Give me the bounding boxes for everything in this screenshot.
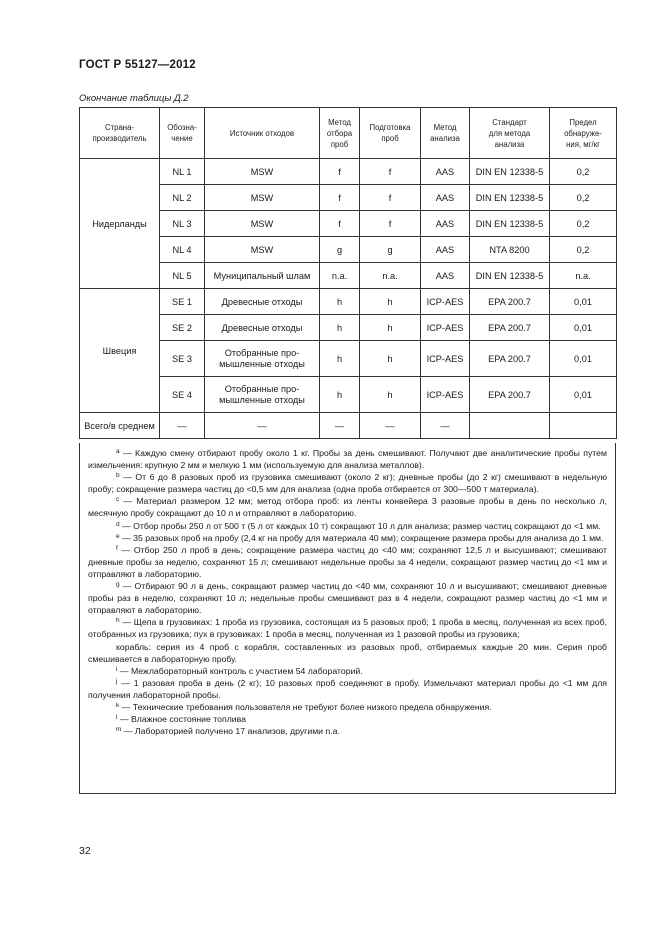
footnote-c: $^c$ — Материал размером 12 мм; метод отбора проб: из ленты конвейера 3 разовые пробы в день по несколько л, месячную пробу сокращают до 10 л и отправляют в лабораторию. [88, 496, 607, 519]
method-cell: ICP-AES [421, 289, 470, 315]
source-cell: Отобранные про- мышленные отходы [205, 341, 320, 377]
limit-cell [550, 413, 617, 439]
code-cell: SE 4 [160, 377, 205, 413]
source-cell: Древесные отходы [205, 315, 320, 341]
table-row [80, 289, 617, 315]
limit-cell: 0,01 [550, 289, 617, 315]
method-cell: ICP-AES [421, 377, 470, 413]
code-cell: SE 2 [160, 315, 205, 341]
document-title: ГОСТ Р 55127—2012 [79, 59, 196, 71]
source-cell: Отобранные про- мышленные отходы [205, 377, 320, 413]
prep-cell: h [360, 315, 421, 341]
sampling-cell: f [320, 185, 360, 211]
code-cell: NL 4 [160, 237, 205, 263]
header-country: Страна-производитель [80, 108, 160, 159]
prep-cell: g [360, 237, 421, 263]
header-sampling: Метод отбора проб [320, 108, 360, 159]
source-cell: MSW [205, 211, 320, 237]
prep-cell: h [360, 377, 421, 413]
code-cell: SE 1 [160, 289, 205, 315]
footnote-d: $^d$ — Отбор пробы 250 л от 500 т (5 л от каждых 10 т) сокращают 10 л для анализа; размер частиц сокращают до <1 мм. [116, 520, 601, 531]
footnote-g: $^g$ — Отбирают 90 л в день, сокращают размер частиц до <40 мм, сохраняют 10 л и высушивают; смешивают дневные пробы раз в неделю, сохраняют 10 л; недельные пробы смешивают раз в 4 недели, сокращают размер частиц до <1 мм и отправляют в лабораторию. [88, 581, 607, 616]
table-row [80, 211, 617, 237]
sampling-cell: g [320, 237, 360, 263]
header-code: Обозна-чение [160, 108, 205, 159]
method-cell: AAS [421, 185, 470, 211]
prep-cell: h [360, 289, 421, 315]
header-source: Источник отходов [205, 108, 320, 159]
table-row [80, 341, 617, 377]
footnote-j: $^j$ — 1 разовая проба в день (2 кг); 10 разовых проб соединяют в пробу. Измельчают материал пробы до <1 мм для получения лабораторной пробы. [88, 677, 607, 700]
sampling-cell: h [320, 377, 360, 413]
limit-cell: 0,01 [550, 315, 617, 341]
standard-cell: EPA 200.7 [470, 377, 550, 413]
source-cell: Муниципальный шлам [205, 263, 320, 289]
source-cell: Древесные отходы [205, 289, 320, 315]
sampling-cell: — [320, 413, 360, 439]
code-cell: NL 1 [160, 159, 205, 185]
source-cell: MSW [205, 185, 320, 211]
sampling-cell: f [320, 159, 360, 185]
footnote-b: $^b$ — От 6 до 8 разовых проб из грузовика смешивают (около 2 кг); дневные пробы (до 2 кг) смешивают в недельную пробу; сокращение размера частиц до <0,5 мм для анализа (одна проба отбирается от 300—500 т материала). [88, 472, 607, 495]
prep-cell: f [360, 185, 421, 211]
header-method: Метод анализа [421, 108, 470, 159]
footnote-i: $^i$ — Межлабораторный контроль с участием 54 лабораторий. [116, 665, 363, 676]
source-cell: — [205, 413, 320, 439]
code-cell: — [160, 413, 205, 439]
prep-cell: — [360, 413, 421, 439]
table-row [80, 159, 617, 185]
method-cell: AAS [421, 263, 470, 289]
page-number: 32 [79, 845, 91, 857]
limit-cell: 0,2 [550, 237, 617, 263]
code-cell: NL 5 [160, 263, 205, 289]
limit-cell: 0,2 [550, 185, 617, 211]
source-cell: MSW [205, 237, 320, 263]
footnote-h: $^h$ — Щепа в грузовиках: 1 проба из грузовика, состоящая из 5 разовых проб; 1 проба в месяц, полученная из всех проб, отобранных из грузовика; пух в грузовиках: 1 проба в месяц, полученная из 1 разовой пробы из грузовика; [88, 617, 607, 640]
prep-cell: f [360, 211, 421, 237]
standard-cell: DIN EN 12338-5 [470, 263, 550, 289]
method-cell: AAS [421, 237, 470, 263]
standard-cell: EPA 200.7 [470, 341, 550, 377]
code-cell: NL 2 [160, 185, 205, 211]
sampling-cell: h [320, 341, 360, 377]
method-cell: AAS [421, 211, 470, 237]
footnote-k: $^k$ — Технические требования пользователя не требуют более низкого предела обнаружения. [116, 701, 492, 712]
table-row [80, 315, 617, 341]
standard-cell: DIN EN 12338-5 [470, 211, 550, 237]
method-cell: AAS [421, 159, 470, 185]
footnotes-box [79, 443, 616, 794]
footnote-e: $^e$ — 35 разовых проб на пробу (2,4 кг на пробу для материала 40 мм); сокращение размера пробы для анализа до 1 мм. [116, 532, 604, 543]
standard-cell: DIN EN 12338-5 [470, 159, 550, 185]
prep-cell: f [360, 159, 421, 185]
total-label: Всего/в среднем [80, 413, 160, 439]
source-cell: MSW [205, 159, 320, 185]
prep-cell: h [360, 341, 421, 377]
standard-cell: NTA 8200 [470, 237, 550, 263]
total-row [80, 413, 617, 439]
footnote-f: $^f$ — Отбор 250 л проб в день; сокращение размера частиц до <40 мм; сохраняют 12,5 л и высушивают; смешивают дневные пробы за неделю, сохраняют 15 л; смешивают недельные пробы за 4 недели, сокращают размер частиц до <1 мм и отправляют в лабораторию. [88, 544, 607, 579]
header-preparation: Подготовка проб [360, 108, 421, 159]
standard-cell: DIN EN 12338-5 [470, 185, 550, 211]
footnote-h-continued: корабль: серия из 4 проб с корабля, составленных из разовых проб, отбираемых каждые 20 мин. Серия проб смешивается в лабораторную пробу. [88, 641, 607, 664]
sampling-cell: h [320, 315, 360, 341]
standard-cell [470, 413, 550, 439]
footnote-a: $^a$ — Каждую смену отбирают пробу около 1 кг. Пробы за день смешивают. Получают две аналитические пробы путем измельчения: крупную 2 мм и мелкую 1 мм (используемую для анализа металлов). [88, 448, 607, 471]
sampling-cell: h [320, 289, 360, 315]
table-caption: Окончание таблицы Д.2 [79, 93, 189, 104]
table-row [80, 185, 617, 211]
method-cell: ICP-AES [421, 315, 470, 341]
table-row [80, 377, 617, 413]
code-cell: SE 3 [160, 341, 205, 377]
limit-cell: 0,2 [550, 159, 617, 185]
limit-cell: n.a. [550, 263, 617, 289]
standard-cell: EPA 200.7 [470, 289, 550, 315]
table-row [80, 237, 617, 263]
table-row [80, 263, 617, 289]
footnote-m: $^m$ — Лабораторией получено 17 анализов, другими n.a. [116, 726, 340, 737]
footnote-l: $^l$ — Влажное состояние топлива [116, 714, 246, 725]
sampling-cell: f [320, 211, 360, 237]
header-standard: Стандарт для метода анализа [470, 108, 550, 159]
limit-cell: 0,01 [550, 377, 617, 413]
country-cell: Нидерланды [80, 159, 160, 289]
country-cell: Швеция [80, 289, 160, 413]
method-cell: — [421, 413, 470, 439]
standard-cell: EPA 200.7 [470, 315, 550, 341]
data-table [79, 107, 617, 439]
prep-cell: n.a. [360, 263, 421, 289]
limit-cell: 0,2 [550, 211, 617, 237]
method-cell: ICP-AES [421, 341, 470, 377]
header-row [80, 108, 617, 159]
header-limit: Предел обнаруже- ния, мг/кг [550, 108, 617, 159]
sampling-cell: n.a. [320, 263, 360, 289]
code-cell: NL 3 [160, 211, 205, 237]
limit-cell: 0,01 [550, 341, 617, 377]
